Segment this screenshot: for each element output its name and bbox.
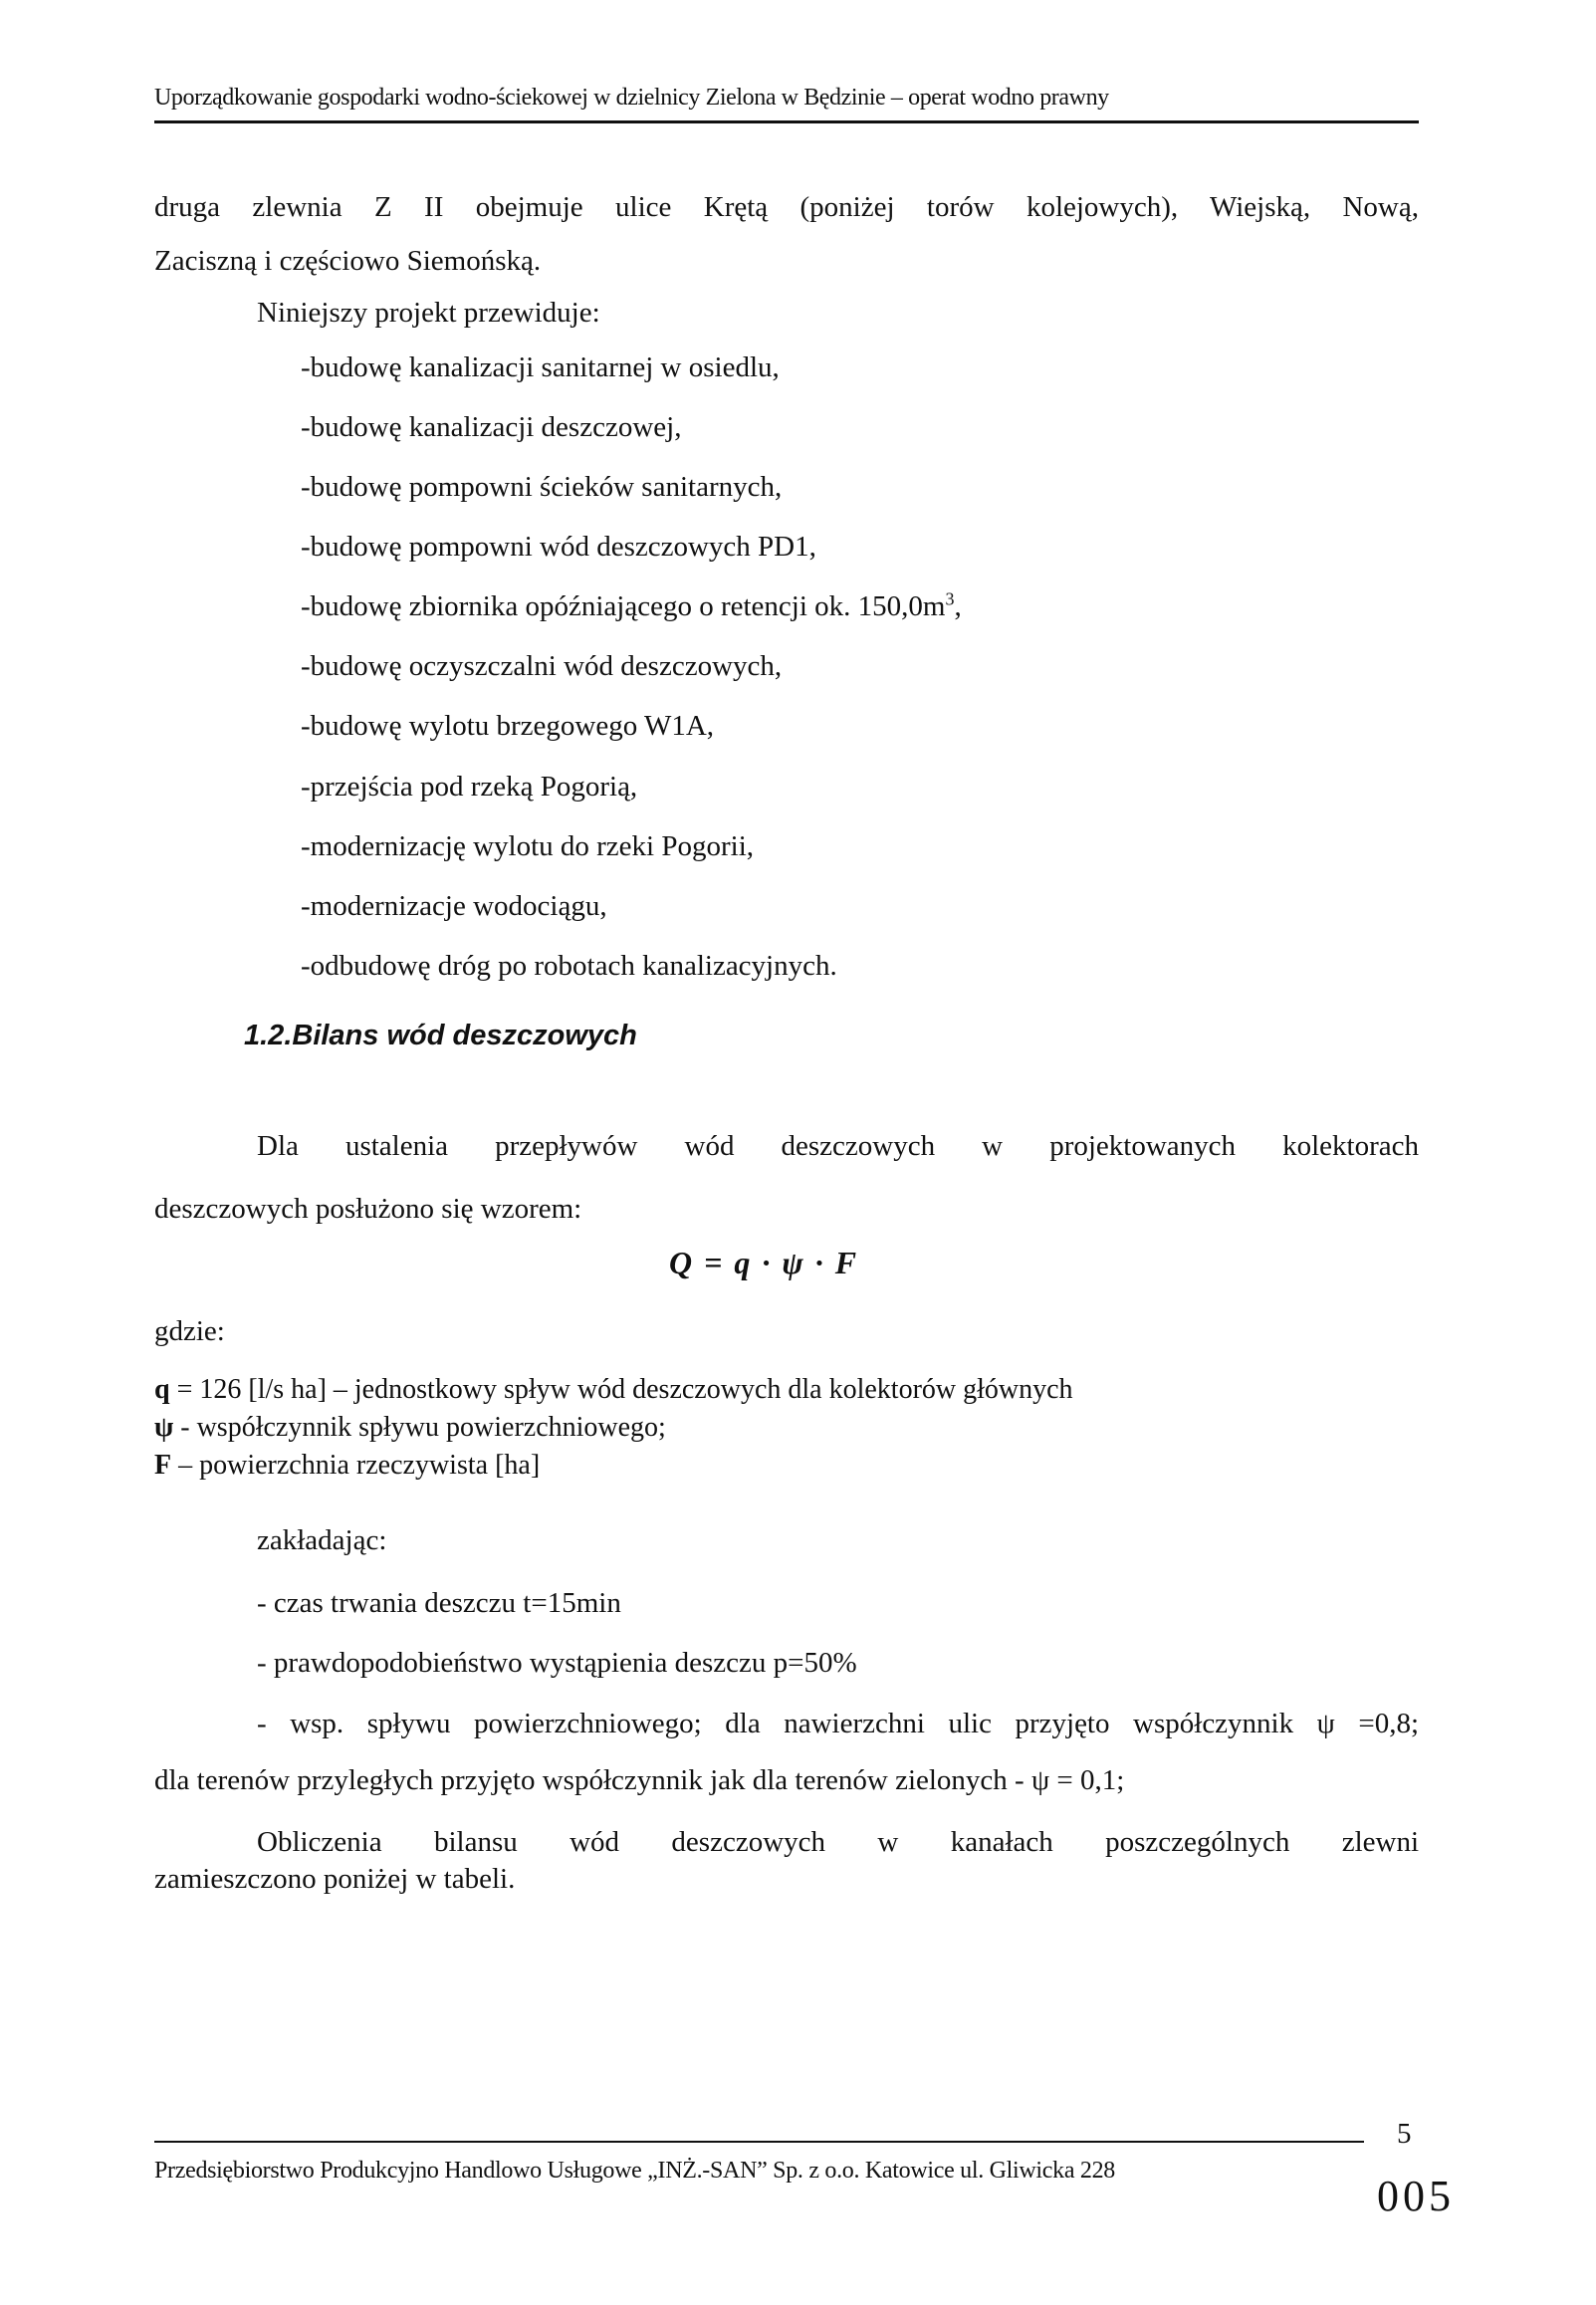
page-header-title: Uporządkowanie gospodarki wodno-ściekowej w dzielnicy Zielona w Będzinie – operat wodno prawny bbox=[154, 85, 1109, 111]
list-item: -budowę kanalizacji deszczowej, bbox=[301, 411, 682, 443]
list-item: -odbudowę dróg po robotach kanalizacyjnych. bbox=[301, 950, 837, 982]
rain-flow-formula: Q = q · ψ · F bbox=[669, 1245, 859, 1280]
definition-f bbox=[154, 1450, 540, 1482]
list-item: -budowę pompowni wód deszczowych PD1, bbox=[301, 531, 816, 563]
retention-superscript: 3 bbox=[945, 588, 955, 609]
list-item: -budowę kanalizacji sanitarnej w osiedlu, bbox=[301, 351, 780, 383]
definition-symbol: q bbox=[154, 1374, 170, 1405]
closing-line-1: Obliczenia bilansu wód deszczowych w kanałach poszczególnych zlewni bbox=[257, 1826, 1419, 1858]
header-divider bbox=[154, 120, 1419, 123]
list-item: -modernizacje wodociągu, bbox=[301, 890, 607, 922]
list-item: -modernizację wylotu do rzeki Pogorii, bbox=[301, 830, 755, 862]
section-para-line-2: deszczowych posłużono się wzorem: bbox=[154, 1193, 582, 1225]
project-intro: Niniejszy projekt przewiduje: bbox=[257, 297, 600, 329]
section-heading: 1.2.Bilans wód deszczowych bbox=[244, 1020, 637, 1051]
assumption-continuation: dla terenów przyległych przyjęto współczynnik jak dla terenów zielonych - ψ = 0,1; bbox=[154, 1764, 1125, 1796]
definition-psi bbox=[154, 1412, 666, 1444]
where-label: gdzie: bbox=[154, 1315, 225, 1347]
list-item: -budowę wylotu brzegowego W1A, bbox=[301, 710, 715, 742]
assumptions-intro: zakładając: bbox=[257, 1524, 387, 1556]
list-item: -budowę pompowni ścieków sanitarnych, bbox=[301, 471, 783, 503]
list-item: -budowę oczyszczalni wód deszczowych, bbox=[301, 650, 783, 682]
retention-text: -budowę zbiornika opóźniającego o retencji ok. 150,0m bbox=[301, 590, 946, 622]
definition-text: = 126 [l/s ha] – jednostkowy spływ wód deszczowych dla kolektorów głównych bbox=[169, 1374, 1073, 1405]
definition-q bbox=[154, 1374, 1073, 1406]
assumption-item: - wsp. spływu powierzchniowego; dla nawierzchni ulic przyjęto współczynnik ψ =0,8; bbox=[257, 1708, 1419, 1739]
definition-symbol: ψ bbox=[154, 1412, 174, 1443]
page-number: 5 bbox=[1397, 2118, 1412, 2150]
definition-symbol: F bbox=[154, 1450, 172, 1481]
definition-text: – powierzchnia rzeczywista [ha] bbox=[171, 1450, 541, 1481]
stamp-number: 005 bbox=[1377, 2172, 1455, 2220]
retention-suffix: , bbox=[954, 590, 962, 622]
intro-line-2: Zaciszną i częściowo Siemońską. bbox=[154, 245, 542, 277]
assumption-item: - prawdopodobieństwo wystąpienia deszczu p=50% bbox=[257, 1647, 857, 1679]
list-item: -przejścia pod rzeką Pogorią, bbox=[301, 771, 638, 803]
closing-line-2: zamieszczono poniżej w tabeli. bbox=[154, 1863, 516, 1895]
footer-divider bbox=[154, 2141, 1364, 2143]
intro-line-1: druga zlewnia Z II obejmuje ulice Krętą (poniżej torów kolejowych), Wiejską, Nową, bbox=[154, 191, 1419, 223]
section-para-line-1: Dla ustalenia przepływów wód deszczowych w projektowanych kolektorach bbox=[257, 1130, 1419, 1162]
definition-text: - współczynnik spływu powierzchniowego; bbox=[173, 1412, 666, 1443]
list-item-retention bbox=[301, 590, 962, 623]
assumption-item: - czas trwania deszczu t=15min bbox=[257, 1587, 621, 1619]
footer-company: Przedsiębiorstwo Produkcyjno Handlowo Usługowe „INŻ.-SAN” Sp. z o.o. Katowice ul. Gliwicka 228 bbox=[154, 2158, 1115, 2184]
